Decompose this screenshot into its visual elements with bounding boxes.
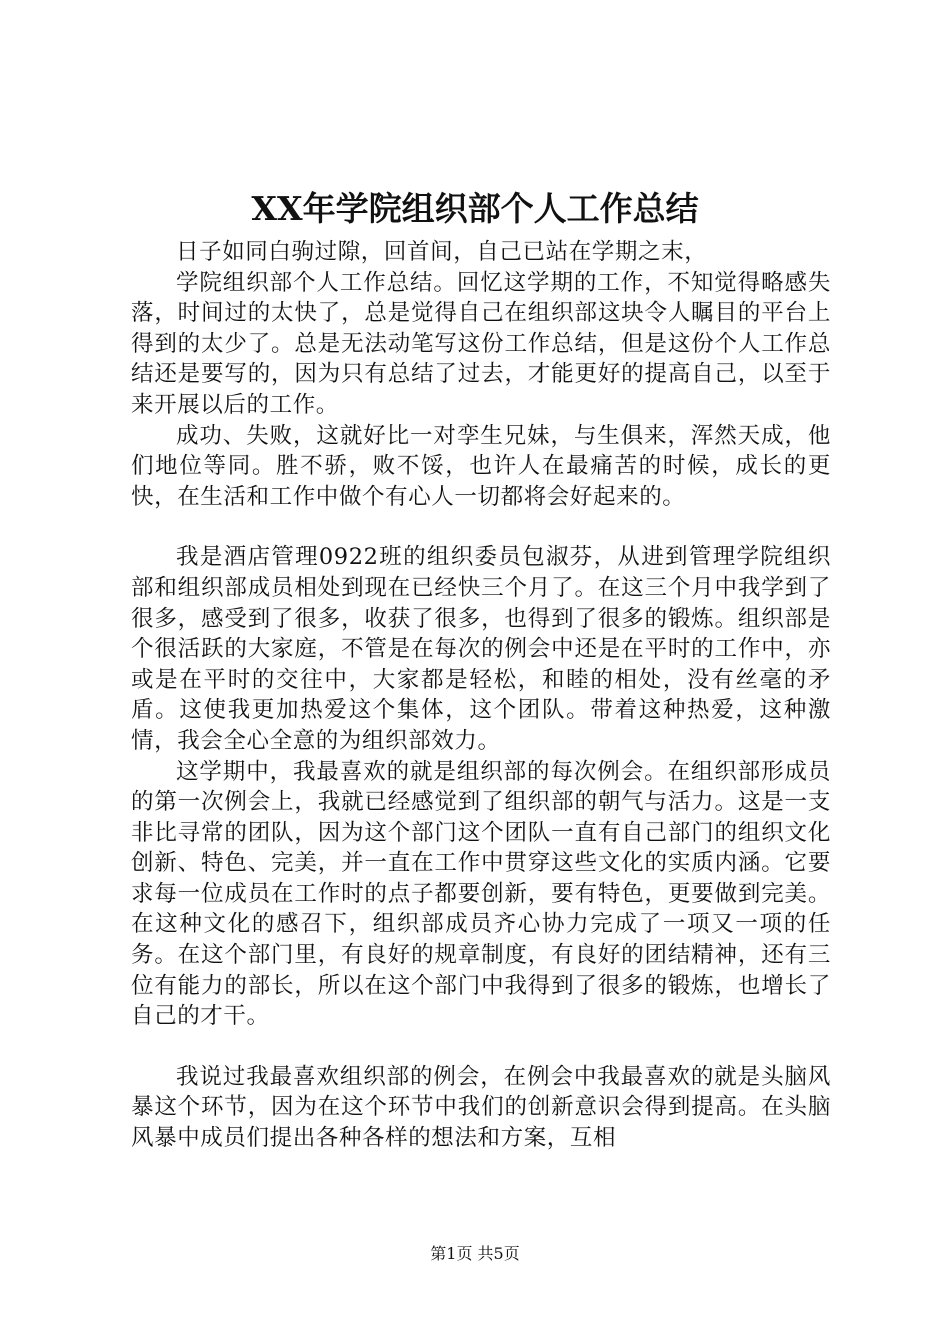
- paragraph-4: 我是酒店管理0922班的组织委员包淑芬，从进到管理学院组织部和组织部成员相处到现在已经快三个月了。在这三个月中我学到了很多，感受到了很多，收获了很多，也得到了很多的锻炼。组织部是个很活跃的大家庭，不管是在每次的例会中还是在平时的工作中，亦或是在平时的交往中，大家都是轻松，和睦的相处，没有丝毫的矛盾。这使我更加热爱这个集体，这个团队。带着这种热爱，这种激情，我会全心全意的为组织部效力。: [131, 544, 831, 754]
- paragraph-3: 成功、失败，这就好比一对孪生兄妹，与生俱来，浑然天成，他们地位等同。胜不骄，败不馁，也许人在最痛苦的时候，成长的更快，在生活和工作中做个有心人一切都将会好起来的。: [131, 422, 831, 510]
- paragraph-1: 日子如同白驹过隙，回首间，自己已站在学期之末，: [176, 239, 708, 265]
- document-body: [131, 237, 831, 1154]
- paragraph-5: 这学期中，我最喜欢的就是组织部的每次例会。在组织部形成员的第一次例会上，我就已经感觉到了组织部的朝气与活力。这是一支非比寻常的团队，因为这个部门这个团队一直有自己部门的组织文化创新、特色、完美，并一直在工作中贯穿这些文化的实质内涵。它要求每一位成员在工作时的点子都要创新，要有特色，更要做到完美。在这种文化的感召下，组织部成员齐心协力完成了一项又一项的任务。在这个部门里，有良好的规章制度，有良好的团结精神，还有三位有能力的部长，所以在这个部门中我得到了很多的锻炼，也增长了自己的才干。: [131, 758, 831, 1030]
- page-footer: 第1页 共5页: [430, 1244, 520, 1263]
- paragraph-2: 学院组织部个人工作总结。回忆这学期的工作，不知觉得略感失落，时间过的太快了，总是觉得自己在组织部这块令人瞩目的平台上得到的太少了。总是无法动笔写这份工作总结，但是这份个人工作总结还是要写的，因为只有总结了过去，才能更好的提高自己，以至于来开展以后的工作。: [131, 269, 831, 418]
- document-title: XX年学院组织部个人工作总结: [251, 189, 699, 228]
- paragraph-6: 我说过我最喜欢组织部的例会，在例会中我最喜欢的就是头脑风暴这个环节，因为在这个环节中我们的创新意识会得到提高。在头脑风暴中成员们提出各种各样的想法和方案，互相: [131, 1063, 831, 1152]
